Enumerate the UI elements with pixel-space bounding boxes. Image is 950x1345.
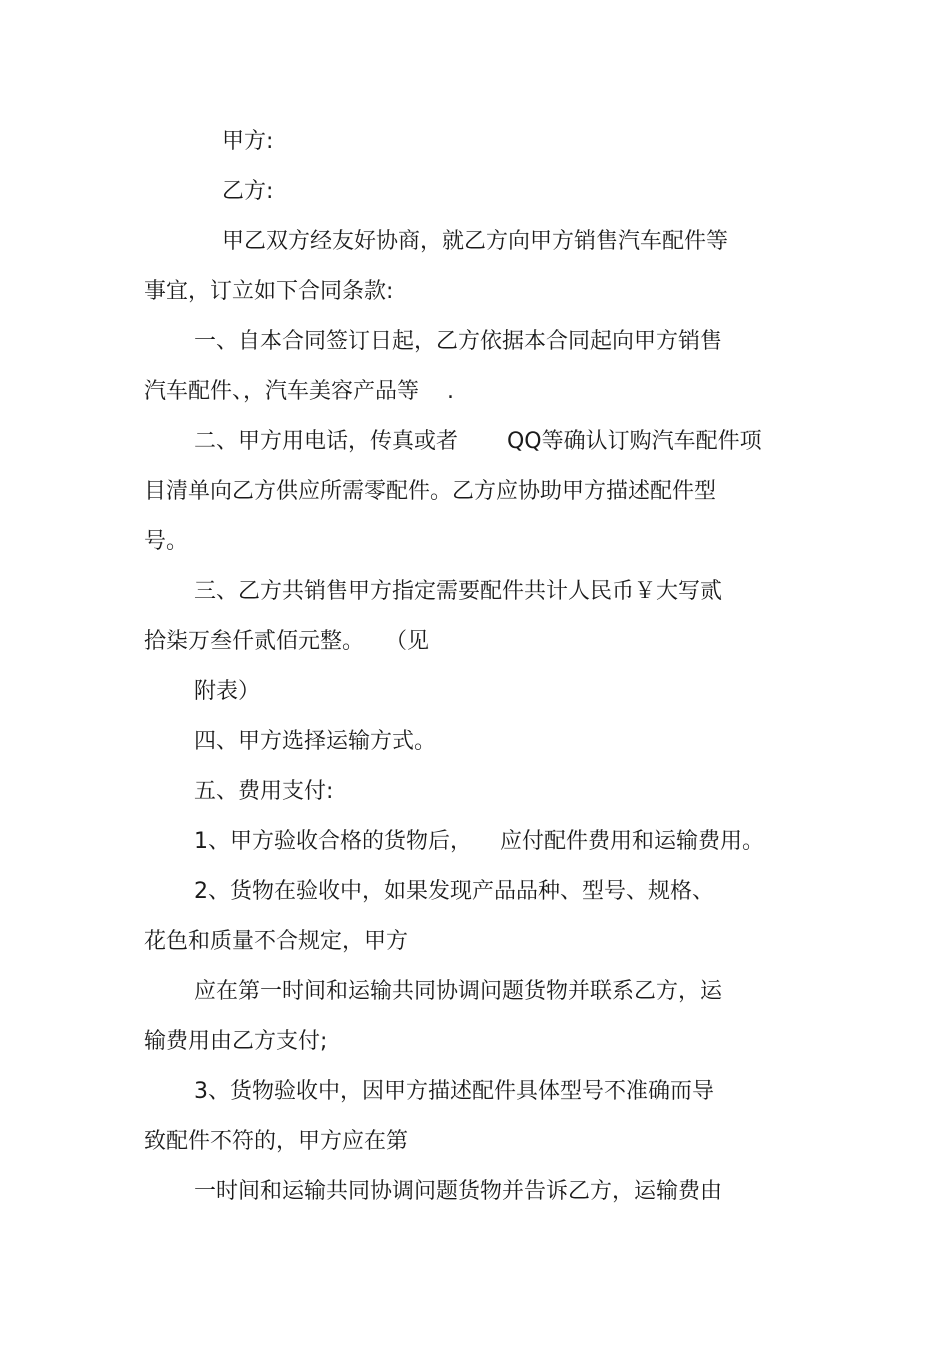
clause-5-heading: 五、费用支付:	[194, 779, 334, 804]
intro-line-2: 事宜，订立如下合同条款:	[144, 279, 394, 304]
clause-3-line-2: 拾柒万叁仟贰佰元整。 （见	[144, 629, 429, 654]
payment-item-3-line-1: 3、货物验收中，因甲方描述配件具体型号不准确而导	[194, 1079, 714, 1104]
payment-item-2-line-1: 2、货物在验收中，如果发现产品品种、型号、规格、	[194, 879, 714, 904]
clause-1-line-1: 一、自本合同签订日起，乙方依据本合同起向甲方销售	[194, 329, 723, 354]
party-a-label: 甲方:	[222, 129, 274, 154]
clause-2-line-2: 目清单向乙方供应所需零配件。乙方应协助甲方描述配件型	[144, 479, 717, 504]
payment-item-2-line-3: 应在第一时间和运输共同协调问题货物并联系乙方，运	[194, 979, 723, 1004]
payment-item-1: 1、甲方验收合格的货物后， 应付配件费用和运输费用。	[194, 829, 764, 854]
payment-item-3-line-2: 致配件不符的，甲方应在第	[144, 1129, 409, 1154]
payment-item-2-line-4: 输费用由乙方支付;	[144, 1029, 328, 1054]
payment-item-2-line-2: 花色和质量不合规定，甲方	[144, 929, 409, 954]
intro-line-1: 甲乙双方经友好协商，就乙方向甲方销售汽车配件等	[222, 229, 729, 254]
clause-4-line-1: 四、甲方选择运输方式。	[194, 729, 437, 754]
payment-item-3-line-3: 一时间和运输共同协调问题货物并告诉乙方，运输费由	[194, 1179, 723, 1204]
clause-3-line-1: 三、乙方共销售甲方指定需要配件共计人民币￥大写贰	[194, 579, 723, 604]
party-b-label: 乙方:	[222, 179, 274, 204]
clause-1-line-2: 汽车配件、，汽车美容产品等 .	[144, 379, 454, 404]
clause-2-line-1: 二、甲方用电话，传真或者 QQ等确认订购汽车配件项	[194, 429, 762, 454]
clause-3-line-3: 附表）	[194, 679, 261, 704]
clause-2-line-3: 号。	[144, 529, 189, 554]
